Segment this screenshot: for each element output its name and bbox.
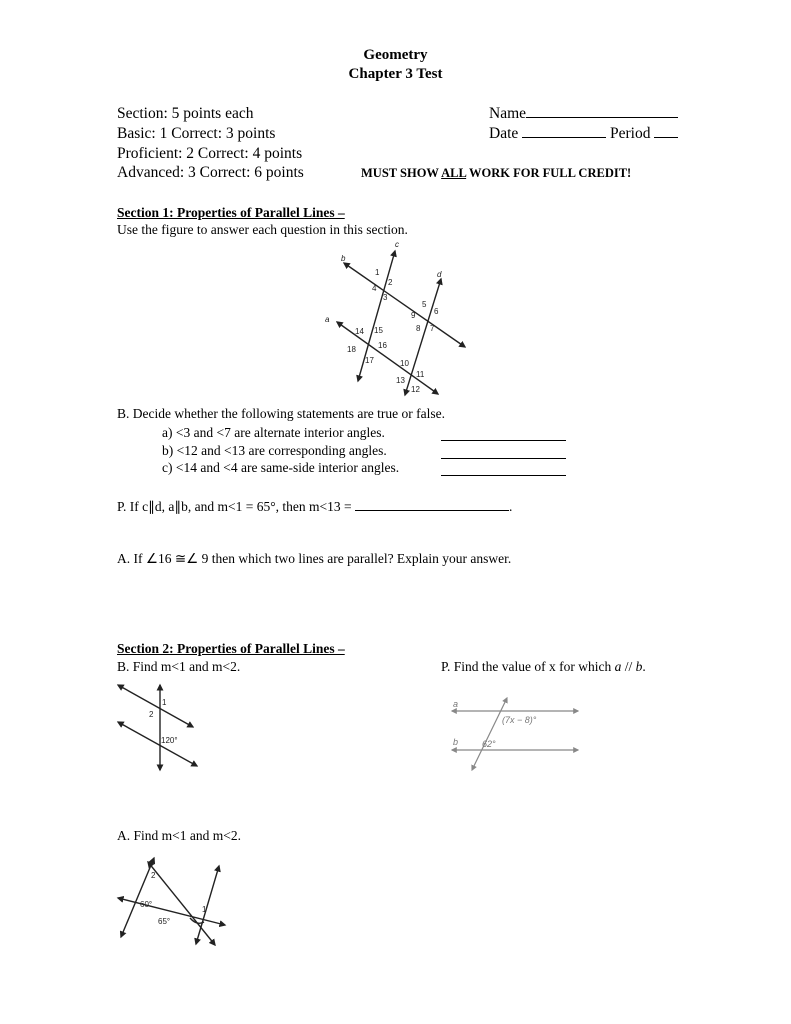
s1-proficient-blank[interactable]: [355, 498, 509, 511]
s2b-angle-1: 1: [162, 698, 167, 707]
line-label-c: c: [395, 240, 399, 249]
s2-proficient-label: P.: [441, 659, 451, 674]
s1-advanced-question: [117, 551, 511, 567]
line-a: [337, 322, 438, 394]
angle-18: 18: [347, 345, 356, 354]
line-label-b: b: [341, 254, 346, 263]
angle-10: 10: [400, 359, 409, 368]
angle-12: 12: [411, 385, 420, 394]
s1-answer-blank-c[interactable]: [441, 463, 566, 476]
scoring-line-4: Advanced: 3 Correct: 6 points: [117, 164, 304, 181]
scoring-line-1: Section: 5 points each: [117, 105, 254, 122]
angle-8: 8: [416, 324, 421, 333]
period-label: Period: [610, 125, 651, 142]
scoring-line-3: Proficient: 2 Correct: 4 points: [117, 145, 303, 162]
s1-answer-blank-a[interactable]: [441, 428, 566, 441]
angle-5: 5: [422, 300, 427, 309]
s1-basic-label: B.: [117, 406, 130, 421]
date-label: Date: [489, 125, 519, 142]
s2-basic-question: [117, 659, 240, 675]
s2a-angle-60: 60°: [140, 900, 153, 909]
s2p-line-a: a: [453, 699, 459, 709]
angle-3: 3: [383, 293, 388, 302]
section1-instructions: Use the figure to answer each question in this section.: [117, 222, 408, 237]
s2b-angle-120: 120°: [161, 736, 178, 745]
name-field[interactable]: [489, 105, 678, 123]
s2-advanced-text: Find m<1 and m<2.: [133, 828, 241, 843]
angle-1: 1: [375, 268, 380, 277]
angle-16: 16: [378, 341, 387, 350]
angle-11: 11: [416, 370, 425, 379]
s2-basic-figure: [112, 678, 204, 774]
name-blank[interactable]: [526, 105, 678, 118]
angle-15: 15: [374, 326, 383, 335]
section2-heading: Section 2: Properties of Parallel Lines –: [117, 641, 345, 656]
s1-statement-a: a) <3 and <7 are alternate interior angles.: [162, 425, 385, 440]
s2p-line-b: b: [453, 737, 459, 747]
date-blank[interactable]: [522, 125, 606, 138]
s1-proficient-text: If c∥d, a∥b, and m<1 = 65°, then m<13 =: [129, 499, 355, 514]
s2-advanced-question: [117, 828, 241, 844]
section1-figure: [318, 238, 468, 398]
angle-17: 17: [365, 356, 374, 365]
period-blank[interactable]: [654, 125, 678, 138]
s2a-angle-2: 2: [151, 871, 156, 880]
angle-4: 4: [372, 284, 377, 293]
angle-13: 13: [396, 376, 405, 385]
must-show-work-note: MUST SHOW ALL WORK FOR FULL CREDIT!: [361, 166, 632, 180]
s2-proficient-question: P. Find the value of x for which a // b.: [441, 659, 646, 674]
s1-basic-text: Decide whether the following statements are true or false.: [132, 406, 446, 421]
s2-basic-label: B.: [117, 659, 130, 674]
date-period-field[interactable]: [489, 125, 678, 143]
s2b-angle-2: 2: [149, 710, 154, 719]
s1-proficient-label: P.: [117, 499, 127, 514]
angle-6: 6: [434, 307, 439, 316]
name-label: Name: [489, 105, 527, 122]
page-subtitle: Chapter 3 Test: [348, 66, 443, 82]
s1-advanced-text: If ∠16 ≅∠ 9 then which two lines are parallel? Explain your answer.: [133, 551, 512, 566]
s1-statement-c: c) <14 and <4 are same-side interior angles.: [162, 460, 400, 475]
s2p-angle-62: 62°: [482, 739, 496, 749]
line-label-d: d: [437, 270, 442, 279]
s1-proficient-question: P. If c∥d, a∥b, and m<1 = 65°, then m<13 = .: [117, 499, 513, 514]
s1-answer-blank-b[interactable]: [441, 446, 566, 459]
page-title: Geometry: [363, 47, 428, 63]
scoring-line-2: Basic: 1 Correct: 3 points: [117, 125, 276, 142]
angle-14: 14: [355, 327, 364, 336]
s2a-angle-65: 65°: [158, 917, 171, 926]
s1-statement-b: b) <12 and <13 are corresponding angles.: [162, 443, 387, 458]
s1-basic-prompt: [117, 406, 445, 422]
s1-advanced-label: A.: [117, 551, 131, 566]
s2-advanced-figure: [112, 852, 234, 950]
angle-7: 7: [430, 324, 435, 333]
line-label-a: a: [325, 315, 330, 324]
s2-advanced-label: A.: [117, 828, 131, 843]
angle-9: 9: [411, 311, 416, 320]
angle-2: 2: [388, 278, 393, 287]
s2-basic-text: Find m<1 and m<2.: [132, 659, 241, 674]
s2-proficient-figure: [448, 694, 584, 776]
s2a-angle-1: 1: [202, 905, 207, 914]
section1-heading: Section 1: Properties of Parallel Lines –: [117, 205, 345, 220]
s2p-angle-expr: (7x − 8)°: [502, 715, 537, 725]
